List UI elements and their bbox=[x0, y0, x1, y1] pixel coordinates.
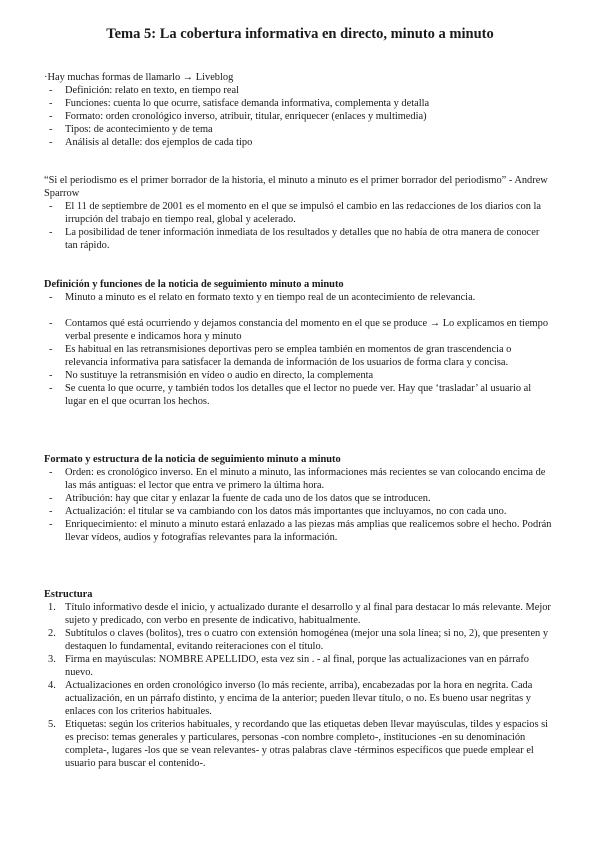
item-text: Título informativo desde el inicio, y actualizado durante el desarrollo y al final para destacar lo más relevante. Mejor sujeto y predicado, con verbo en presente de indicativo, habitualmente. bbox=[65, 602, 551, 626]
definicion-list bbox=[44, 291, 554, 408]
list-item: - Enriquecimiento: el minuto a minuto estará enlazado a las piezas más amplias que realicemos sobre el hecho. Podrán llevar vídeos, audios y fotografías relevantes para la información. bbox=[44, 518, 554, 544]
list-item: - Funciones: cuenta lo que ocurre, satisface demanda informativa, complementa y detalla bbox=[44, 97, 554, 110]
item-number: 1. bbox=[48, 602, 56, 613]
item-text: Actualizaciones en orden cronológico inverso (lo más reciente, arriba), encabezadas por la hora en negrita. Cada actualización, en un párrafo distinto, y encima de la anterior; pueden llevar título, o no. Es bueno usar negritas y enlaces con los criterios habituales. bbox=[65, 680, 533, 717]
item-number: 5. bbox=[48, 719, 56, 730]
list-item: - Análisis al detalle: dos ejemplos de cada tipo bbox=[44, 136, 554, 149]
list-item: - Contamos qué está ocurriendo y dejamos constancia del momento en el que se produce → Lo explicamos en tiempo verbal presente e indicamos hora y minuto bbox=[44, 317, 554, 343]
list-item: - Definición: relato en texto, en tiempo real bbox=[44, 84, 554, 97]
formato-section bbox=[44, 453, 554, 544]
item-number: 4. bbox=[48, 680, 56, 691]
list-item: - Se cuenta lo que ocurre, y también todos los detalles que el lector no puede ver. Hay que ‘trasladar’ al usuario al lugar en el que ocurran los hechos. bbox=[44, 382, 554, 408]
list-item: - Orden: es cronológico inverso. En el minuto a minuto, las informaciones más recientes se van colocando encima de las más antiguas: el lector que entra ve primero la última hora. bbox=[44, 466, 554, 492]
list-item: - Es habitual en las retransmisiones deportivas pero se emplea también en momentos de gran trascendencia o relevancia informativa para satisfacer la demanda de información de los usuarios de forma clara y concisa. bbox=[44, 343, 554, 369]
numbered-item bbox=[44, 653, 554, 679]
document-title: Tema 5: La cobertura informativa en directo, minuto a minuto bbox=[106, 26, 494, 42]
section-heading: Definición y funciones de la noticia de seguimiento minuto a minuto bbox=[44, 279, 344, 290]
item-text: Firma en mayúsculas: NOMBRE APELLIDO, esta vez sin . - al final, porque las actualizaciones van en párrafo nuevo. bbox=[65, 654, 529, 678]
estructura-list bbox=[44, 601, 554, 770]
item-text: Etiquetas: según los criterios habituales, y recordando que las etiquetas deben llevar mayúsculas, tildes y espacios si es preciso: temas generales y particulares, personas -con nombre completo-, instituciones -en su denominación completa-, lugares -los que se vean relevantes- y otras palabras clave -términos específicos que puede emplear el usuario para buscar el contenido-. bbox=[65, 719, 549, 769]
quote-text: “Si el periodismo es el primer borrador de la historia, el minuto a minuto es el primer borrador del periodismo” - Andrew Sparrow bbox=[44, 175, 548, 199]
list-item: - Atribución: hay que citar y enlazar la fuente de cada uno de los datos que se introducen. bbox=[44, 492, 554, 505]
list-item: - Tipos: de acontecimiento y de tema bbox=[44, 123, 554, 136]
list-item: - La posibilidad de tener información inmediata de los resultados y detalles que no había de otra manera de conocer tan rápido. bbox=[44, 226, 554, 252]
item-number: 3. bbox=[48, 654, 56, 665]
section-heading: Formato y estructura de la noticia de seguimiento minuto a minuto bbox=[44, 454, 341, 465]
list-item: - Minuto a minuto es el relato en formato texto y en tiempo real de un acontecimiento de relevancia. bbox=[44, 291, 554, 304]
item-number: 2. bbox=[48, 628, 56, 639]
item-text: Subtítulos o claves (bolitos), tres o cuatro con extensión homogénea (mejor una sola línea; si no, 2), que presenten y destaquen lo fundamental, evitando reiteraciones con el título. bbox=[65, 628, 549, 652]
quote-section bbox=[44, 174, 554, 252]
numbered-item bbox=[44, 679, 554, 718]
estructura-section bbox=[44, 588, 554, 770]
numbered-item bbox=[44, 627, 554, 653]
list-item: - El 11 de septiembre de 2001 es el momento en el que se impulsó el cambio en las redacciones de los diarios con la irrupción del trabajo en tiempo real, global y acelerado. bbox=[44, 200, 554, 226]
intro-list bbox=[44, 84, 554, 149]
formato-list bbox=[44, 466, 554, 544]
intro-lead: ·Hay muchas formas de llamarlo → Liveblog bbox=[44, 72, 234, 83]
definicion-section bbox=[44, 278, 554, 408]
numbered-item bbox=[44, 601, 554, 627]
section-heading: Estructura bbox=[44, 589, 93, 600]
list-item: - Formato: orden cronológico inverso, atribuir, titular, enriquecer (enlaces y multimedia) bbox=[44, 110, 554, 123]
list-item: - No sustituye la retransmisión en vídeo o audio en directo, la complementa bbox=[44, 369, 554, 382]
numbered-item bbox=[44, 718, 554, 770]
list-item: - Actualización: el titular se va cambiando con los datos más importantes que incluyamos, no con cada uno. bbox=[44, 505, 554, 518]
intro-section bbox=[44, 71, 554, 149]
quote-list bbox=[44, 200, 554, 252]
